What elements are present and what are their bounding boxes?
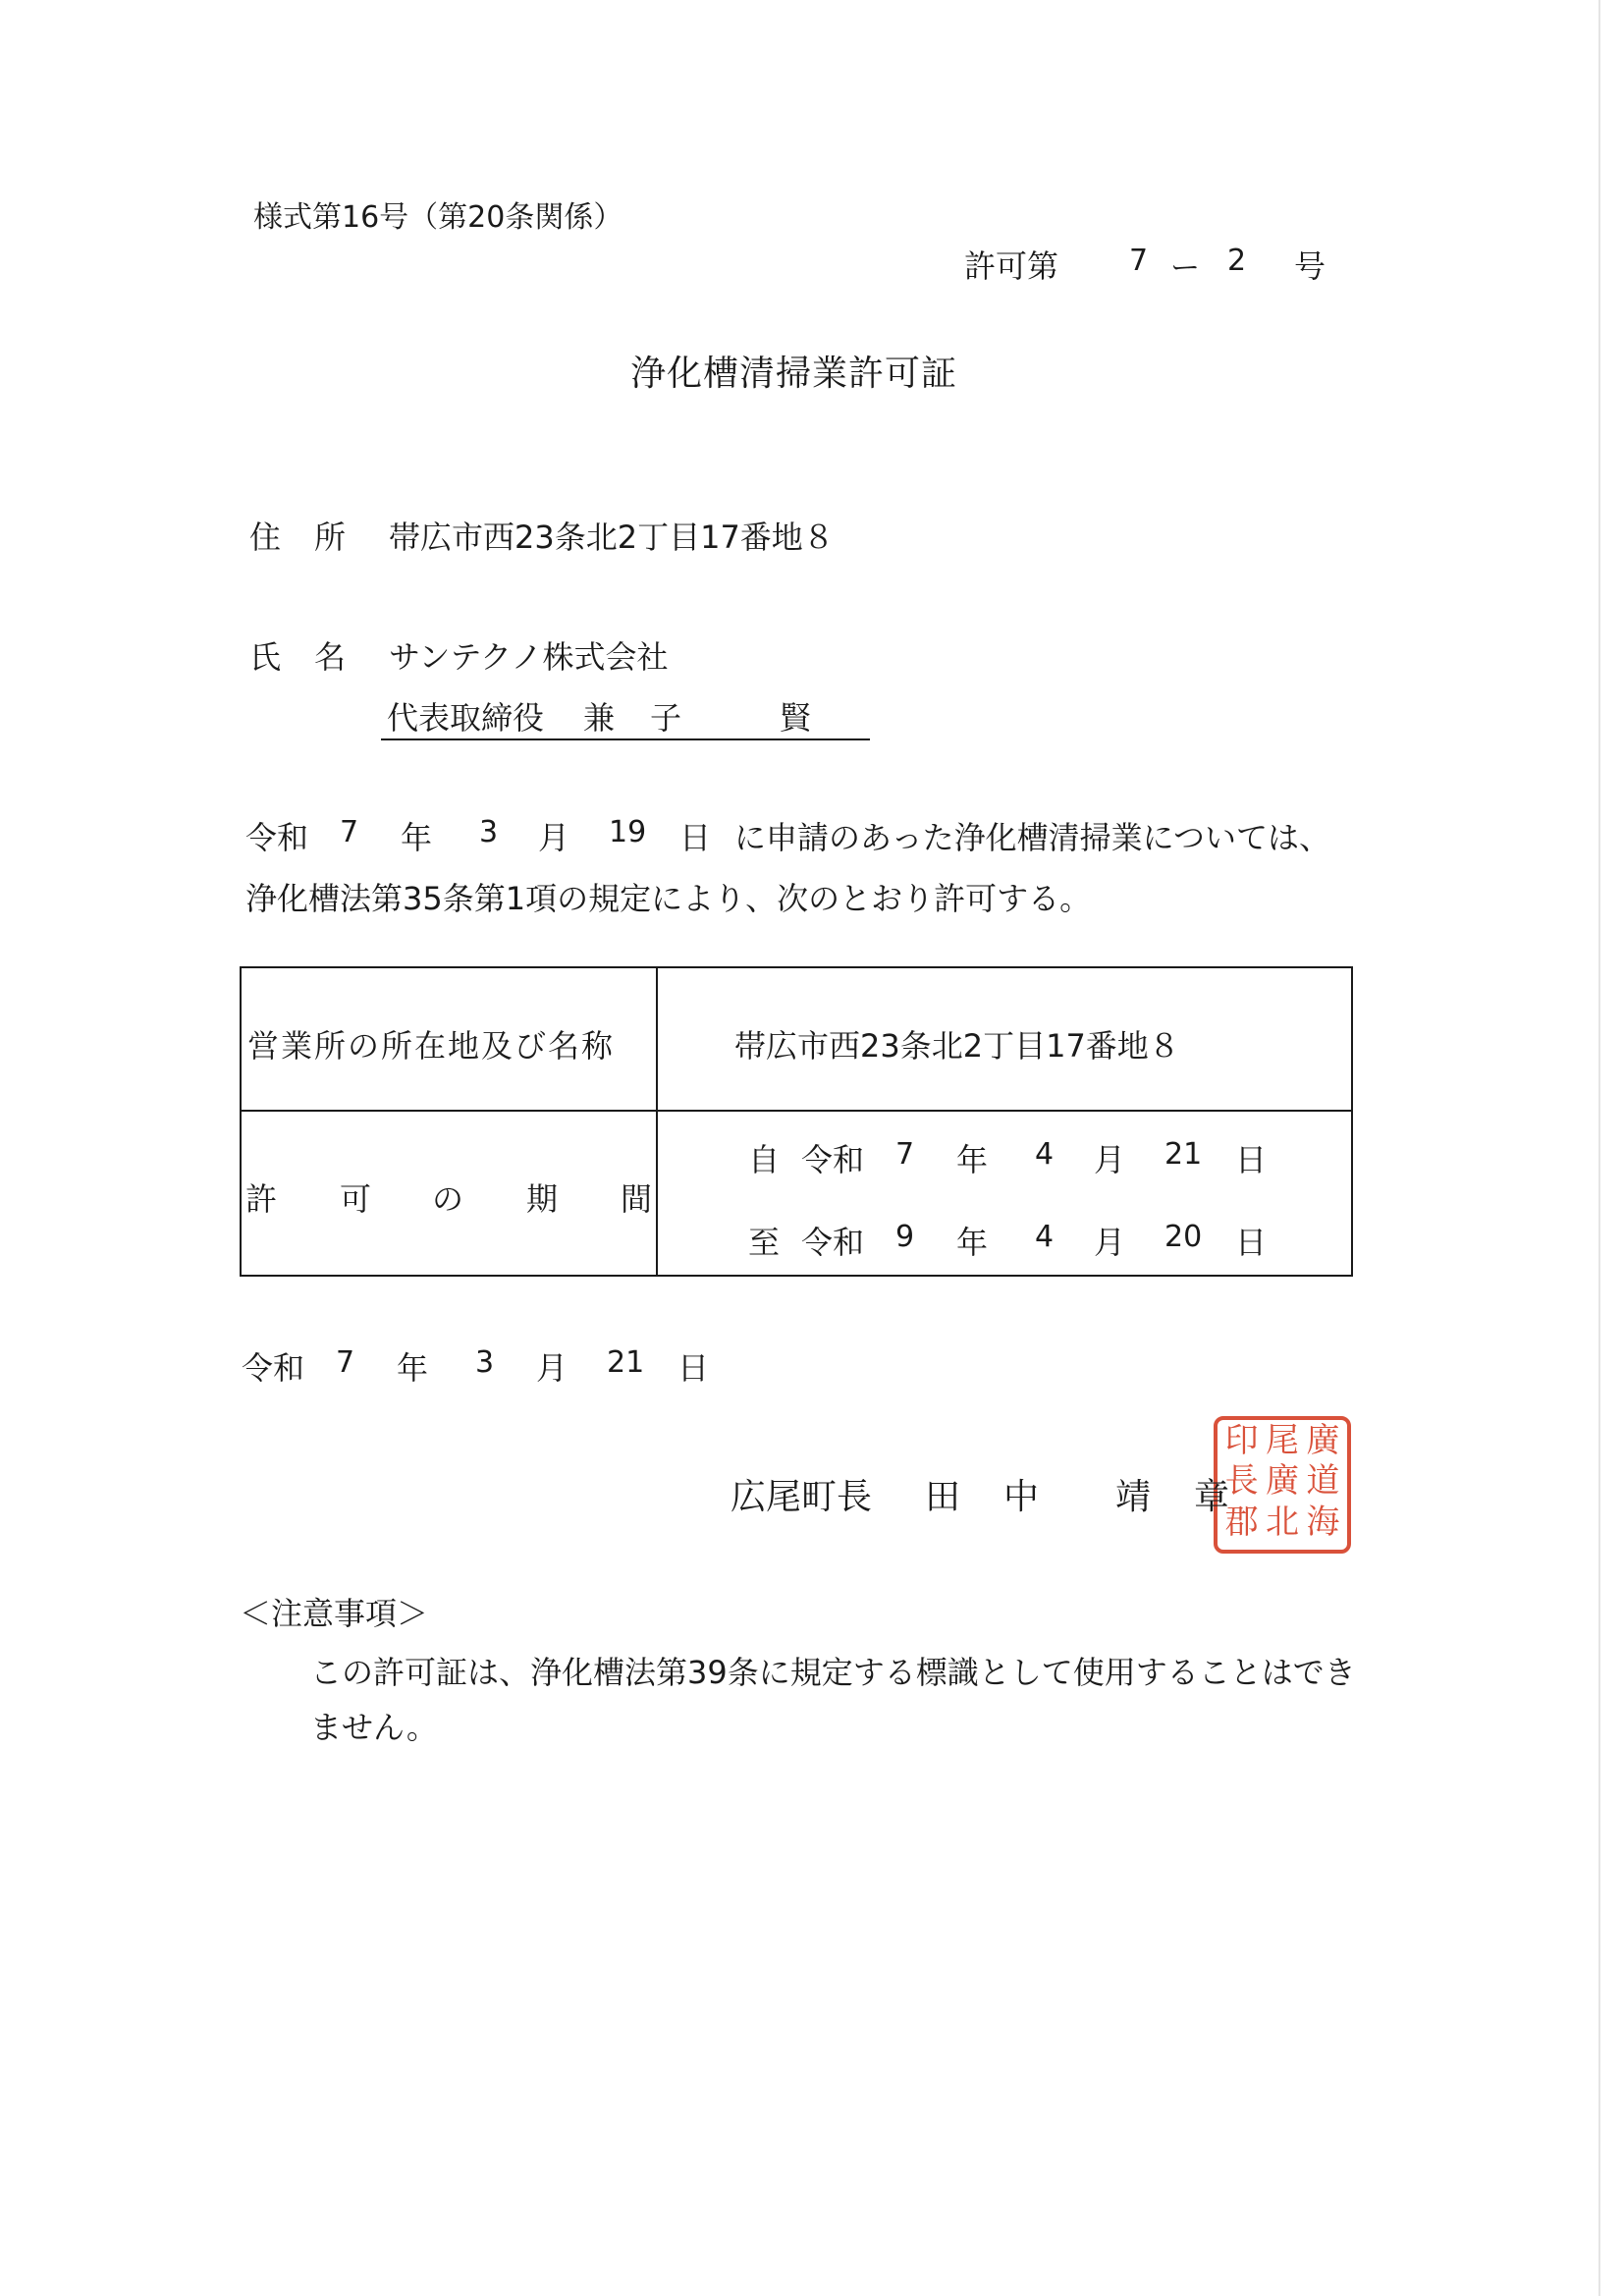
body-line-1-rest: に申請のあった浄化槽清掃業については、: [734, 819, 1331, 856]
row-office-label: 営業所の所在地及び名称: [247, 1027, 616, 1065]
period-to-year: 9: [895, 1220, 915, 1254]
representative-name-3: 賢: [780, 699, 812, 737]
seal-character: 廣: [1265, 1461, 1299, 1502]
period-from-month: 4: [1035, 1137, 1055, 1172]
issue-date-year: 7: [336, 1345, 355, 1380]
issuer-name-2: 中: [1003, 1477, 1040, 1517]
body-line-2: 浄化槽法第35条第1項の規定により、次のとおり許可する。: [245, 880, 1092, 917]
document-title: 浄化槽清掃業許可証: [630, 354, 958, 394]
row-period-label-5: 間: [621, 1180, 653, 1218]
seal-character: 廣: [1306, 1421, 1340, 1460]
permit-number-suffix: 号: [1294, 247, 1326, 285]
seal-character: 道: [1306, 1461, 1340, 1502]
seal-character: 海: [1306, 1502, 1340, 1542]
representative-title: 代表取締役: [387, 699, 545, 737]
address-value: 帯広市西23条北2丁目17番地８: [389, 519, 835, 556]
period-from-marker: 自: [748, 1141, 781, 1178]
name-label-1: 氏: [249, 638, 282, 676]
body-year-unit: 年: [401, 819, 433, 856]
permit-number-prefix: 許可第: [964, 247, 1059, 285]
body-year: 7: [340, 815, 359, 849]
period-from-day-unit: 日: [1235, 1141, 1268, 1178]
issuer-name-3: 靖: [1115, 1477, 1152, 1517]
period-from-year-unit: 年: [956, 1141, 989, 1178]
period-from-day: 21: [1164, 1137, 1203, 1172]
form-number: 様式第16号（第20条関係）: [253, 200, 623, 235]
notes-line-1: この許可証は、浄化槽法第39条に規定する標識として使用することはでき: [310, 1654, 1356, 1691]
seal-character: 郡: [1224, 1502, 1259, 1542]
seal-character: 尾: [1265, 1421, 1299, 1460]
name-label-2: 名: [314, 638, 347, 676]
notes-heading: ＜注意事項＞: [240, 1595, 429, 1632]
representative-name-1: 兼: [583, 699, 616, 737]
body-era: 令和: [245, 819, 309, 856]
body-month-unit: 月: [538, 819, 570, 856]
issue-date-era: 令和: [242, 1349, 305, 1387]
row-period-label-3: の: [432, 1180, 464, 1218]
representative-name-2: 子: [650, 699, 682, 737]
table-column-divider: [656, 966, 658, 1277]
address-label-2: 所: [314, 519, 347, 556]
permit-number-b: 2: [1227, 244, 1247, 278]
issuer-name-1: 田: [925, 1477, 961, 1517]
representative-underline: [381, 738, 870, 740]
seal-character: 印: [1224, 1421, 1259, 1460]
issue-date-day: 21: [607, 1345, 645, 1380]
row-office-value: 帯広市西23条北2丁目17番地８: [734, 1027, 1180, 1065]
body-month: 3: [479, 815, 499, 849]
body-day-unit: 日: [679, 819, 712, 856]
period-to-month: 4: [1035, 1220, 1055, 1254]
issuer-title: 広尾町長: [731, 1477, 873, 1517]
period-to-year-unit: 年: [956, 1224, 989, 1261]
issue-date-month: 3: [475, 1345, 495, 1380]
issue-date-day-unit: 日: [677, 1349, 710, 1387]
period-from-year: 7: [895, 1137, 915, 1172]
issue-date-month-unit: 月: [536, 1349, 568, 1387]
table-row-divider: [240, 1110, 1353, 1112]
address-label-1: 住: [249, 519, 282, 556]
period-to-day: 20: [1164, 1220, 1203, 1254]
permit-number-a: 7: [1129, 244, 1149, 278]
row-period-label-4: 期: [526, 1180, 559, 1218]
seal-character: 北: [1265, 1502, 1299, 1542]
issuer-seal-label: 章: [1194, 1477, 1230, 1517]
issue-date-year-unit: 年: [397, 1349, 429, 1387]
period-from-month-unit: 月: [1094, 1141, 1126, 1178]
body-day: 19: [609, 815, 647, 849]
period-to-marker: 至: [748, 1224, 781, 1261]
page-edge-line: [1598, 0, 1600, 2296]
period-to-day-unit: 日: [1235, 1224, 1268, 1261]
period-to-era: 令和: [801, 1224, 865, 1261]
seal-characters: [1221, 1421, 1343, 1546]
official-seal: [1214, 1416, 1351, 1554]
row-period-label-2: 可: [340, 1180, 372, 1218]
company-name: サンテクノ株式会社: [389, 638, 669, 676]
permit-number-dash: ー: [1170, 251, 1200, 286]
seal-character: 長: [1224, 1461, 1259, 1502]
notes-line-2: ません。: [310, 1709, 438, 1746]
period-from-era: 令和: [801, 1141, 865, 1178]
period-to-month-unit: 月: [1094, 1224, 1126, 1261]
row-period-label-1: 許: [245, 1180, 278, 1218]
